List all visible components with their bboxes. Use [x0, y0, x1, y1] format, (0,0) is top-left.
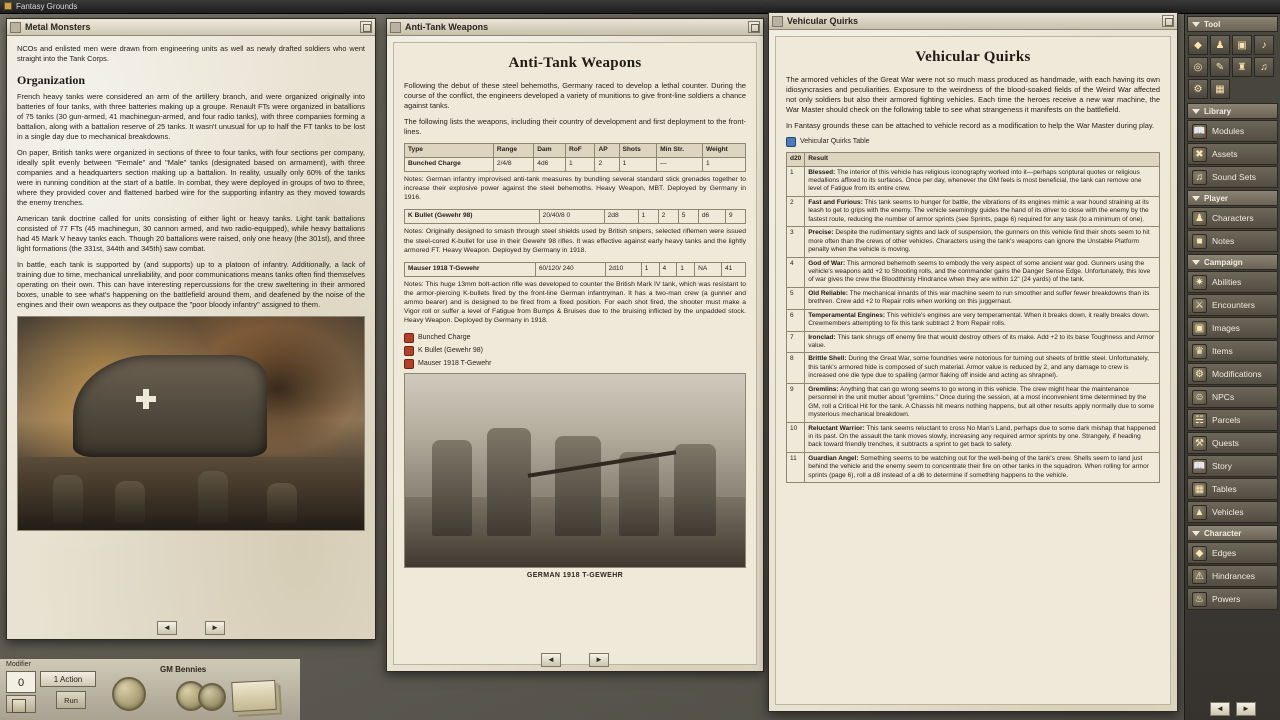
next-page-button[interactable]: ► — [589, 653, 609, 667]
bottom-toolbar — [0, 658, 300, 720]
sidebar-item-sound-sets[interactable] — [1187, 166, 1278, 188]
col-result: Result — [805, 153, 1160, 166]
sidebar-group-player[interactable] — [1187, 190, 1278, 206]
cell-index: 1 — [787, 166, 805, 196]
weapon-note: Notes: Originally designed to smash through steel shields used by British snipers, selected riflemen were issued the steel-cored K-bullet for use in their Gewehr 98 rifles. It was effective against early heavy tanks and the lightly armored FT. Heavy Weapon. Deployed by Germany in 1918. — [404, 228, 746, 254]
anti-tank-pager — [387, 653, 763, 667]
card-deck[interactable] — [231, 680, 277, 712]
vehicular-quirks-table-link[interactable] — [786, 137, 1160, 147]
cell-weight: 41 — [722, 262, 746, 276]
sidebar-item-label: Parcels — [1212, 415, 1241, 425]
table-row — [787, 227, 1160, 257]
sidebar-item-edges[interactable] — [1187, 542, 1278, 564]
page-title: Anti-Tank Weapons — [508, 55, 642, 71]
sidebar-item-label: Items — [1212, 346, 1233, 356]
cell-dam: 2d10 — [605, 262, 641, 276]
table-row — [787, 287, 1160, 309]
paragraph: In Fantasy grounds these can be attached to vehicle record as a modification to help the War Master during play. — [786, 121, 1155, 131]
iron-cross-icon — [136, 389, 156, 409]
dice-icon[interactable]: ◆ — [1188, 35, 1208, 55]
col-shots: Shots — [619, 144, 657, 158]
action-counter-button[interactable]: 1 Action — [40, 671, 96, 687]
note-icon: ■ — [1192, 234, 1207, 249]
col-minstr: Min Str. — [657, 144, 703, 158]
sidebar-item-images[interactable] — [1187, 317, 1278, 339]
window-vehicular-quirks-body — [769, 30, 1177, 711]
quirk-name: Old Reliable: — [808, 289, 848, 297]
cell-weight: 9 — [725, 210, 745, 224]
cell-ap: 2 — [595, 158, 619, 172]
table-row — [787, 422, 1160, 452]
cell-result — [805, 331, 1160, 353]
col-d20: d20 — [787, 153, 805, 166]
gm-bennies-label: GM Bennies — [160, 665, 207, 674]
table-link-icon — [786, 137, 796, 147]
col-ap: AP — [595, 144, 619, 158]
cell-index: 2 — [787, 196, 805, 226]
cell-index: 11 — [787, 452, 805, 482]
link-label: Mauser 1918 T-Gewehr — [418, 359, 492, 367]
tank-battle-illustration — [17, 316, 365, 531]
weapon-link-icon — [404, 346, 414, 356]
table-row — [405, 210, 746, 224]
pencil-icon[interactable]: ✎ — [1210, 57, 1230, 77]
sidebar-item-abilities[interactable] — [1187, 271, 1278, 293]
paragraph: In battle, each tank is supported by (and supports) up to a platoon of infantry. Additionally, a lack of training due to time, mechanical unreliability, and poor communications means tanks often find themselves operating on their own. This can have interesting repercussions for the crew sweltering in their armored boxes, unable to see what's happening on the battlefield around them, and deafened by the noise of the engines and their own weapons as they outpace the "poor bloody infantry" assigned to them. — [17, 259, 365, 309]
paragraph: American tank doctrine called for units consisting of either light or heavy tanks. Light tank battalions consisted of 77 FTs (45 machinegun, 30 cannon armed, and two radio-equipped), while heavy battalions had 45 Mark V heavy tanks each. Though 20 battalions were raised, only one heavy (the 301st), and three light formations (the 331st, 344th and 345th) saw combat. — [17, 213, 365, 253]
book-icon — [772, 16, 783, 27]
next-page-button[interactable]: ► — [205, 621, 225, 635]
dice-icon[interactable] — [12, 699, 26, 713]
sidebar-item-modules[interactable] — [1187, 120, 1278, 142]
cell-index: 4 — [787, 257, 805, 287]
sidebar-item-quests[interactable] — [1187, 432, 1278, 454]
window-vehicular-quirks-header[interactable] — [769, 13, 1177, 30]
prev-page-button[interactable]: ◄ — [157, 621, 177, 635]
music-icon[interactable]: ♫ — [1254, 57, 1274, 77]
cell-weight: 1 — [703, 158, 746, 172]
cell-rof: 1 — [565, 158, 594, 172]
sidebar-group-campaign[interactable] — [1187, 254, 1278, 270]
cell-shots: 5 — [678, 210, 698, 224]
cell-ap: 2 — [658, 210, 678, 224]
party-icon[interactable]: ♟ — [1210, 35, 1230, 55]
cell-index: 6 — [787, 309, 805, 331]
cell-minstr: — — [657, 158, 703, 172]
group-label: Player — [1204, 193, 1229, 203]
link-label: K Bullet (Gewehr 98) — [418, 346, 483, 354]
t-gewehr-photo — [404, 373, 746, 568]
window-title: Vehicular Quirks — [787, 16, 859, 26]
soldier-shape — [267, 483, 297, 523]
quirk-name: God of War: — [808, 259, 846, 267]
window-menu-button[interactable] — [748, 21, 760, 33]
cell-result — [805, 452, 1160, 482]
modifier-label: Modifier — [6, 661, 31, 668]
group-label: Library — [1204, 106, 1232, 116]
sidebar-item-vehicles[interactable] — [1187, 501, 1278, 523]
sidebar-item-label: Powers — [1212, 594, 1241, 604]
quirk-name: Guardian Angel: — [808, 454, 859, 462]
table-header-row — [787, 153, 1160, 166]
cell-result — [805, 353, 1160, 383]
cell-result — [805, 166, 1160, 196]
anti-tank-weapons-table-2 — [404, 209, 746, 224]
people-icon: ♟ — [1192, 211, 1207, 226]
cell-result — [805, 227, 1160, 257]
scroll-icon: ☵ — [1192, 413, 1207, 428]
quirk-name: Reluctant Warrior: — [808, 424, 865, 432]
table-icon: ▦ — [1192, 482, 1207, 497]
sidebar-item-assets[interactable] — [1187, 143, 1278, 165]
cell-index: 7 — [787, 331, 805, 353]
soldier-shape — [432, 440, 472, 536]
vehicular-quirks-table — [786, 152, 1160, 483]
chevron-down-icon — [1192, 109, 1200, 114]
vehicular-quirks-content — [776, 37, 1170, 704]
gear-icon[interactable]: ⚙ — [1188, 79, 1208, 99]
target-icon[interactable]: ◎ — [1188, 57, 1208, 77]
window-anti-tank-body — [387, 36, 763, 671]
weapon-link-icon — [404, 359, 414, 369]
list-item[interactable] — [404, 333, 746, 343]
cell-rof: 1 — [641, 262, 659, 276]
anti-tank-weapons-table-3 — [404, 262, 746, 277]
quirk-text: This tank seems reluctant to cross No Man's Land, perhaps due to some dark mishap that happened in its past. On the assault the tank moves slowly, increasing any required armor sprints by one. Strangely, if heading back toward friendly trenches, it subtracts a sprint to get back to safety. — [808, 424, 1156, 449]
window-metal-monsters-body — [7, 36, 375, 639]
vehicular-quirks-sheet — [775, 36, 1171, 705]
cell-index: 9 — [787, 383, 805, 422]
anti-tank-content — [394, 43, 756, 664]
note-icon: ♫ — [1192, 170, 1207, 185]
chevron-down-icon — [1192, 531, 1200, 536]
quirk-name: Gremlins: — [808, 385, 839, 393]
grid-icon[interactable]: ▦ — [1210, 79, 1230, 99]
cell-shots: 1 — [677, 262, 695, 276]
next-page-button[interactable]: ► — [1236, 702, 1256, 716]
star-icon: ✷ — [1192, 275, 1207, 290]
edge-icon: ◆ — [1192, 546, 1207, 561]
cell-index: 8 — [787, 353, 805, 383]
quirk-text: This tank shrugs off enemy fire that would destroy others of its make. Add +2 to its base Toughness and Armor value. — [808, 333, 1155, 350]
window-vehicular-quirks[interactable] — [768, 12, 1178, 712]
weapon-link-list — [404, 333, 746, 369]
cell-type: Bunched Charge — [405, 158, 494, 172]
quirk-text: This tank seems to hunger for battle, the vibrations of its engines mimic a war hound straining at its leash to get to grips with the enemy. The vehicle seemingly guides the hand of its driver to close with the enemy by the fastest route, reducing the number of armor sprints (see Sprints, page 6) required for any task (to a minimum of one). — [808, 198, 1149, 223]
quest-icon: ⚒ — [1192, 436, 1207, 451]
sidebar-item-label: Notes — [1212, 236, 1235, 246]
quirk-name: Ironclad: — [808, 333, 836, 341]
link-label: Vehicular Quirks Table — [800, 138, 870, 146]
soldier-shape — [198, 471, 228, 523]
sidebar-item-label: Tables — [1212, 484, 1237, 494]
sword-icon: ⚔ — [1192, 298, 1207, 313]
sidebar-item-encounters[interactable] — [1187, 294, 1278, 316]
sidebar-item-modifications[interactable] — [1187, 363, 1278, 385]
table-row — [787, 452, 1160, 482]
quirk-text: This vehicle's engines are very temperamental. When it breaks down, it really breaks down. Crewmembers attempting to fix this tank subtract 2 from Repair rolls. — [808, 311, 1150, 328]
paragraph: French heavy tanks were considered an arm of the artillery branch, and were organized originally into batteries of four tanks, with three batteries making up a groupe. Renault FTs were organized in batallions of 75 tanks (30 gun-armed, 41 machinegun-armed, and four radio tanks), with three companies forming a battalion, along with a battalion reserve of 25 tanks. It wasn't unusual for up to half the FT tanks to be lost in a single day due to mechanical breakdowns. — [17, 92, 365, 142]
sidebar-item-story[interactable] — [1187, 455, 1278, 477]
cell-minstr: NA — [695, 262, 722, 276]
bag-icon: ♛ — [1192, 344, 1207, 359]
soldier-shape — [53, 475, 83, 523]
page-title: Vehicular Quirks — [915, 49, 1031, 65]
sidebar-item-label: Characters — [1212, 213, 1254, 223]
sidebar-item-label: Images — [1212, 323, 1240, 333]
link-label: Bunched Charge — [418, 333, 471, 341]
soldier-shape — [487, 428, 531, 536]
sidebar-group-character[interactable] — [1187, 525, 1278, 541]
cell-range: 20/40/8 0 — [539, 210, 604, 224]
cell-result — [805, 383, 1160, 422]
table-row — [787, 196, 1160, 226]
weapon-note: Notes: This huge 13mm bolt-action rifle was developed to counter the British Mark IV tank, which was resistant to the armor-piercing K-bullets fired by the front-line German infantryman. It has a two-man crew (a gunner and ammo bearer) and is designed to be fired from a fixed position. For each shot fired, the shooter must make a Vigor roll or suffer a level of Fatigue from Bumps & Bruises due to the bruising inflicted by the unpadded stock. Heavy Weapon. Deployed by Germany in 1918. — [404, 280, 746, 325]
box-icon: ✖ — [1192, 147, 1207, 162]
group-label: Campaign — [1204, 257, 1243, 267]
sidebar-item-parcels[interactable] — [1187, 409, 1278, 431]
sidebar-item-label: Edges — [1212, 548, 1237, 558]
sidebar-item-label: Modifications — [1212, 369, 1262, 379]
quirk-text: During the Great War, some foundries were notorious for turning out sheets of brittle steel. Unfortunately, this tank's armored hide is composed of such material. Armor value is reduced by 2, and any damage to crew is increased one die type due to spalling (armor flaking off inside and acting as shrapnel). — [808, 355, 1149, 380]
mask-icon: ☺ — [1192, 390, 1207, 405]
section-heading: Organization — [17, 72, 85, 87]
soldier-shape — [115, 481, 145, 523]
fg-logo-icon — [4, 2, 12, 10]
cell-result — [805, 257, 1160, 287]
quirk-text: The interior of this vehicle has religious iconography worked into it—perhaps scriptural quotes or religious medallions affixed to its surfaces. Once per day, whenever the GM feels is most beneficial, the tank can remove one level of Fatigue from its entire crew. — [808, 168, 1142, 193]
right-sidebar — [1184, 14, 1280, 720]
quirk-text: This armored behemoth seems to embody the very aspect of some ancient war god. Gunners using the vehicle's weapons add +2 to Shooting rolls, and the commander gains the Danger Sense Edge. Unfortunately, this love of war gives the crew the Bloodthirsty Hindrance when they are within 12" (24 yards) of the tank. — [808, 259, 1151, 284]
window-title: Anti-Tank Weapons — [405, 22, 489, 32]
col-rof: RoF — [565, 144, 594, 158]
sidebar-item-label: Quests — [1212, 438, 1239, 448]
sidebar-group-tool[interactable] — [1187, 16, 1278, 32]
quirk-text: Anything that can go wrong seems to go wrong in this vehicle. The crew might hear the maintenance personnel in the unit mutter about "gremlins." Once during the session, at a most inconvenient time determined by the GM, roll a Critical Hit for the tank. A Chassis hit means nothing happens, but all other results apply normally due to some mysterious mechanical breakdown. — [808, 385, 1154, 419]
sidebar-item-notes[interactable] — [1187, 230, 1278, 252]
quirk-text: Despite the rudimentary sights and lack of suspension, the gunners on this vehicle find their shots seem to hit more often than the crews of other vehicles. Characters using the tank's weapons can ignore the Unstable Platform penalty when the vehicle is moving. — [808, 229, 1150, 254]
quirk-name: Precise: — [808, 229, 834, 237]
window-anti-tank-header[interactable] — [387, 19, 763, 36]
sidebar-item-items[interactable] — [1187, 340, 1278, 362]
cell-result — [805, 422, 1160, 452]
table-row — [787, 383, 1160, 422]
paragraph: The following lists the weapons, including their country of development and first deployment to the front-lines. — [404, 117, 746, 137]
paragraph: On paper, British tanks were organized in sections of three to four tanks, with four sections per company, ideally split evenly between "Female" and "Male" tanks (designated based on armament), with three companies and a headquarters section making up a battalion. In reality, usually only 60% of the tanks were in running condition at the start of a battle. In combat, they were deployed in groups of two to three, where they provided cover and flattened barbed wire for the supporting infantry as they moved towards the enemy trenches. — [17, 148, 365, 207]
sidebar-item-label: Assets — [1212, 149, 1238, 159]
sidebar-item-label: Modules — [1212, 126, 1245, 136]
soldier-shape — [555, 436, 601, 536]
chat-icon[interactable]: ♪ — [1254, 35, 1274, 55]
anti-tank-weapons-table — [404, 143, 746, 172]
metal-monsters-content — [7, 36, 375, 639]
sidebar-item-label: Abilities — [1212, 277, 1242, 287]
photo-caption: GERMAN 1918 T-GEWEHR — [526, 571, 624, 579]
paragraph: The armored vehicles of the Great War were not so much mass produced as handmade, with each having its own idiosyncrasies and peculiarities. Exposure to the weirdness of the blood-soaked fields of the Weird War affected not only soldiers but also their armored fighting vehicles. Each time the heroes receive a new war machine, the War Master should check on the following table to see what strangeness it manifests on the battlefield. — [786, 75, 1160, 115]
quirk-name: Blessed: — [808, 168, 836, 176]
prev-page-button[interactable]: ◄ — [541, 653, 561, 667]
sidebar-item-label: Encounters — [1212, 300, 1255, 310]
anti-tank-sheet — [393, 42, 757, 665]
sidebar-item-tables[interactable] — [1187, 478, 1278, 500]
hindrance-icon: ⚠ — [1192, 569, 1207, 584]
quirk-name: Temperamental Engines: — [808, 311, 886, 319]
cell-range: 2/4/8 — [493, 158, 533, 172]
weapon-note: Notes: German infantry improvised anti-tank measures by bundling several standard stick grenades together to increase their explosive power against the steel behemoths. Heavy Weapon, MBT. Deployed by Germany in 1916. — [404, 175, 746, 202]
cell-dam: 2d8 — [604, 210, 638, 224]
quirk-name: Fast and Furious: — [808, 198, 863, 206]
table-row — [787, 309, 1160, 331]
sidebar-item-label: Hindrances — [1212, 571, 1255, 581]
sidebar-item-label: Vehicles — [1212, 507, 1244, 517]
sidebar-item-label: Story — [1212, 461, 1232, 471]
window-metal-monsters-header[interactable] — [7, 19, 375, 36]
book-icon: 📖 — [1193, 460, 1206, 472]
wrench-icon: ⚙ — [1192, 367, 1207, 382]
sidebar-item-characters[interactable] — [1187, 207, 1278, 229]
sidebar-item-powers[interactable] — [1187, 588, 1278, 610]
col-range: Range — [493, 144, 533, 158]
sidebar-item-label: NPCs — [1212, 392, 1235, 402]
window-title: Metal Monsters — [25, 22, 91, 32]
cell-dam: 4d6 — [534, 158, 566, 172]
tank-icon: ▲ — [1192, 505, 1207, 520]
sidebar-item-label: Sound Sets — [1212, 172, 1256, 182]
tool-icon-grid — [1185, 33, 1280, 101]
paragraph: NCOs and enlisted men were drawn from engineering units as well as newly drafted soldiers who went straight into the Tank Corps. — [17, 44, 365, 63]
book-icon — [10, 22, 21, 33]
sidebar-item-hindrances[interactable] — [1187, 565, 1278, 587]
benny-coin[interactable] — [198, 683, 226, 711]
table-row — [787, 331, 1160, 353]
tank-body-shape — [73, 355, 267, 457]
quirk-name: Brittle Shell: — [808, 355, 847, 363]
cell-minstr: d6 — [698, 210, 725, 224]
col-dam: Dam — [534, 144, 566, 158]
prev-page-button[interactable]: ◄ — [1210, 702, 1230, 716]
weapon-link-icon — [404, 333, 414, 343]
cell-result — [805, 196, 1160, 226]
cell-shots: 1 — [619, 158, 657, 172]
table-row — [405, 262, 746, 276]
quirk-text: The mechanical innards of this war machine seem to run smoother and suffer fewer breakdowns than its brethren. Crew add +2 to Repair rolls when working on this juggernaut. — [808, 289, 1150, 306]
cell-ap: 4 — [659, 262, 677, 276]
list-item[interactable] — [404, 346, 746, 356]
window-menu-button[interactable] — [1162, 15, 1174, 27]
benny-coin[interactable] — [112, 677, 146, 711]
chevron-down-icon — [1192, 196, 1200, 201]
list-item[interactable] — [404, 359, 746, 369]
sidebar-pager — [1185, 702, 1280, 716]
table-row — [787, 257, 1160, 287]
cell-rof: 1 — [638, 210, 658, 224]
token-icon[interactable]: ♜ — [1232, 57, 1252, 77]
col-type: Type — [405, 144, 494, 158]
table-row — [787, 166, 1160, 196]
table-row — [787, 353, 1160, 383]
cell-index: 3 — [787, 227, 805, 257]
book-icon — [390, 22, 401, 33]
calendar-icon[interactable]: ▣ — [1232, 35, 1252, 55]
chevron-down-icon — [1192, 22, 1200, 27]
table-header-row — [405, 144, 746, 158]
soldier-shape — [619, 452, 659, 536]
run-button[interactable]: Run — [56, 691, 86, 709]
cell-index: 10 — [787, 422, 805, 452]
cell-result — [805, 309, 1160, 331]
cell-range: 60/120/ 240 — [535, 262, 605, 276]
window-menu-button[interactable] — [360, 21, 372, 33]
col-weight: Weight — [703, 144, 746, 158]
cell-type: K Bullet (Gewehr 98) — [405, 210, 540, 224]
table-row — [405, 158, 746, 172]
cell-type: Mauser 1918 T-Gewehr — [405, 262, 536, 276]
window-anti-tank-weapons[interactable] — [386, 18, 764, 672]
sidebar-item-npcs[interactable] — [1187, 386, 1278, 408]
book-icon: 📖 — [1193, 125, 1206, 137]
quirk-text: Something seems to be watching out for the well-being of the tank's crew. Shells seem to land just behind the vehicle and the enemy seem to concentrate their fire on other tanks in the squadron. When rolling for armor sprints (page 6), roll a d8 instead of a d6 to determine if something happens to the vehicle. — [808, 454, 1149, 479]
app-title: Fantasy Grounds — [16, 2, 78, 11]
modifier-value[interactable]: 0 — [6, 671, 36, 693]
window-metal-monsters[interactable] — [6, 18, 376, 640]
paragraph: Following the debut of these steel behemoths, Germany raced to develop a lethal counter. During the course of the conflict, the engineers developed a variety of munitions to give front-line soldiers a chance against tanks. — [404, 81, 746, 111]
flame-icon: ♨ — [1192, 592, 1207, 607]
soldier-shape — [674, 444, 716, 536]
group-label: Tool — [1204, 19, 1221, 29]
metal-monsters-pager — [7, 621, 375, 635]
group-label: Character — [1204, 528, 1242, 538]
image-icon: ▣ — [1192, 321, 1207, 336]
chevron-down-icon — [1192, 260, 1200, 265]
cell-index: 5 — [787, 287, 805, 309]
sidebar-group-library[interactable] — [1187, 103, 1278, 119]
cell-result — [805, 287, 1160, 309]
